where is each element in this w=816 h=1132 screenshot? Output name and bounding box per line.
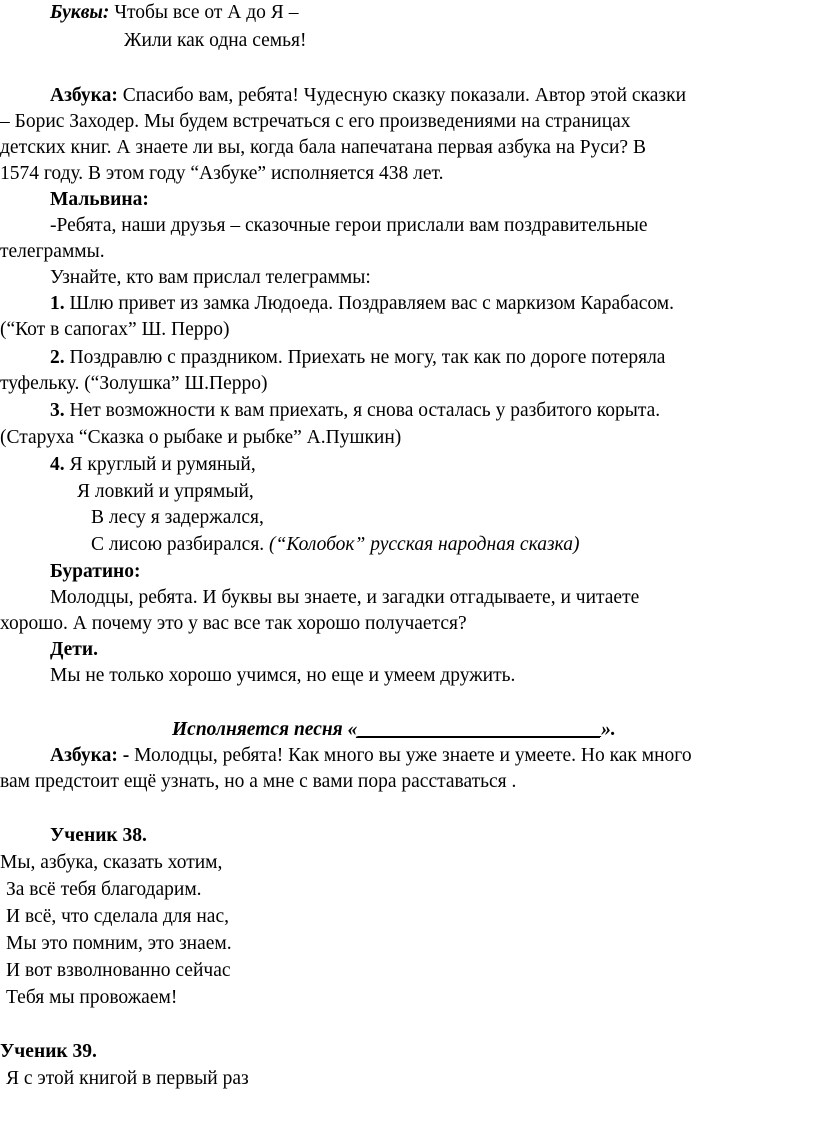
speaker-malvina: Мальвина: — [50, 189, 149, 210]
line-text: Спасибо вам, ребята! Чудесную сказку показали. Автор этой сказки — [117, 85, 687, 106]
line-text: Нет возможности к вам приехать, я снова осталась у разбитого корыта. — [64, 400, 661, 421]
line-text: Жили как одна семья! — [124, 30, 307, 51]
item-number: 3. — [50, 400, 65, 421]
speaker-buratino: Буратино: — [50, 561, 141, 582]
song-close: ». — [601, 719, 616, 740]
line-text: Шлю привет из замка Людоеда. Поздравляем вас с маркизом Карабасом. — [64, 293, 674, 314]
poem-line: Я с этой книгой в первый раз — [6, 1068, 249, 1089]
poem-line: За всё тебя благодарим. — [6, 879, 202, 900]
telegram-4 — [50, 452, 256, 479]
line-text: хорошо. А почему это у вас все так хорошо получается? — [0, 613, 467, 634]
line-text: С лисою разбирался. — [91, 534, 270, 555]
line-text: (Старуха “Сказка о рыбаке и рыбке” А.Пушкин) — [0, 427, 402, 448]
item-number: 2. — [50, 347, 65, 368]
line-text: Мы не только хорошо учимся, но еще и умеем дружить. — [50, 665, 516, 686]
line-text: Я круглый и румяный, — [64, 454, 256, 475]
line-kolobok — [91, 532, 579, 559]
line-text: детских книг. А знаете ли вы, когда бала напечатана первая азбука на Руси? В — [0, 137, 646, 158]
poem-line: Мы, азбука, сказать хотим, — [0, 852, 223, 873]
poem-line: И всё, что сделала для нас, — [6, 906, 229, 927]
line-text: Чтобы все от А до Я – — [109, 2, 299, 23]
line-text: 1574 году. В этом году “Азбуке” исполняется 438 лет. — [0, 163, 444, 184]
line-text: телеграммы. — [0, 241, 105, 262]
source-note: (“Колобок” русская народная сказка) — [269, 534, 580, 555]
poem-line: Мы это помним, это знаем. — [6, 933, 232, 954]
item-number: 4. — [50, 454, 65, 475]
speaker-label: Буквы: — [50, 2, 110, 23]
speaker-uchenik-38: Ученик 38. — [50, 825, 147, 846]
speaker-uchenik-39: Ученик 39. — [0, 1041, 97, 1062]
line-text: (“Кот в сапогах” Ш. Перро) — [0, 319, 230, 340]
line-text: Узнайте, кто вам прислал телеграммы: — [50, 267, 371, 288]
line-text: Молодцы, ребята. И буквы вы знаете, и загадки отгадываете, и читаете — [50, 587, 640, 608]
line-text: Поздравлю с праздником. Приехать не могу, так как по дороге потеряла — [64, 347, 666, 368]
line-azbuka-2 — [50, 743, 692, 770]
line-text: -Ребята, наши друзья – сказочные герои прислали вам поздравительные — [50, 215, 648, 236]
line-text: вам предстоит ещё узнать, но а мне с вами пора расставаться . — [0, 771, 517, 792]
telegram-2 — [50, 345, 665, 372]
speaker-deti: Дети. — [50, 639, 98, 660]
line-azbuka — [50, 83, 686, 110]
song-title-blank: _________________________ — [357, 719, 602, 740]
song-intro: Исполняется песня « — [172, 719, 358, 740]
telegram-3 — [50, 398, 660, 425]
line-text: Молодцы, ребята! Как много вы уже знаете и умеете. Но как много — [129, 745, 692, 766]
line-bukvy — [50, 0, 298, 27]
line-text: – Борис Заходер. Мы будем встречаться с его произведениями на страницах — [0, 111, 631, 132]
line-text: В лесу я задержался, — [91, 507, 264, 528]
telegram-1 — [50, 291, 674, 318]
speaker-label: Азбука: - — [50, 745, 130, 766]
item-number: 1. — [50, 293, 65, 314]
line-text: туфельку. (“Золушка” Ш.Перро) — [0, 373, 268, 394]
line-text: Я ловкий и упрямый, — [77, 481, 254, 502]
song-line — [172, 717, 616, 744]
poem-line: И вот взволнованно сейчас — [6, 960, 231, 981]
poem-line: Тебя мы провожаем! — [6, 987, 178, 1008]
speaker-label: Азбука: — [50, 85, 118, 106]
